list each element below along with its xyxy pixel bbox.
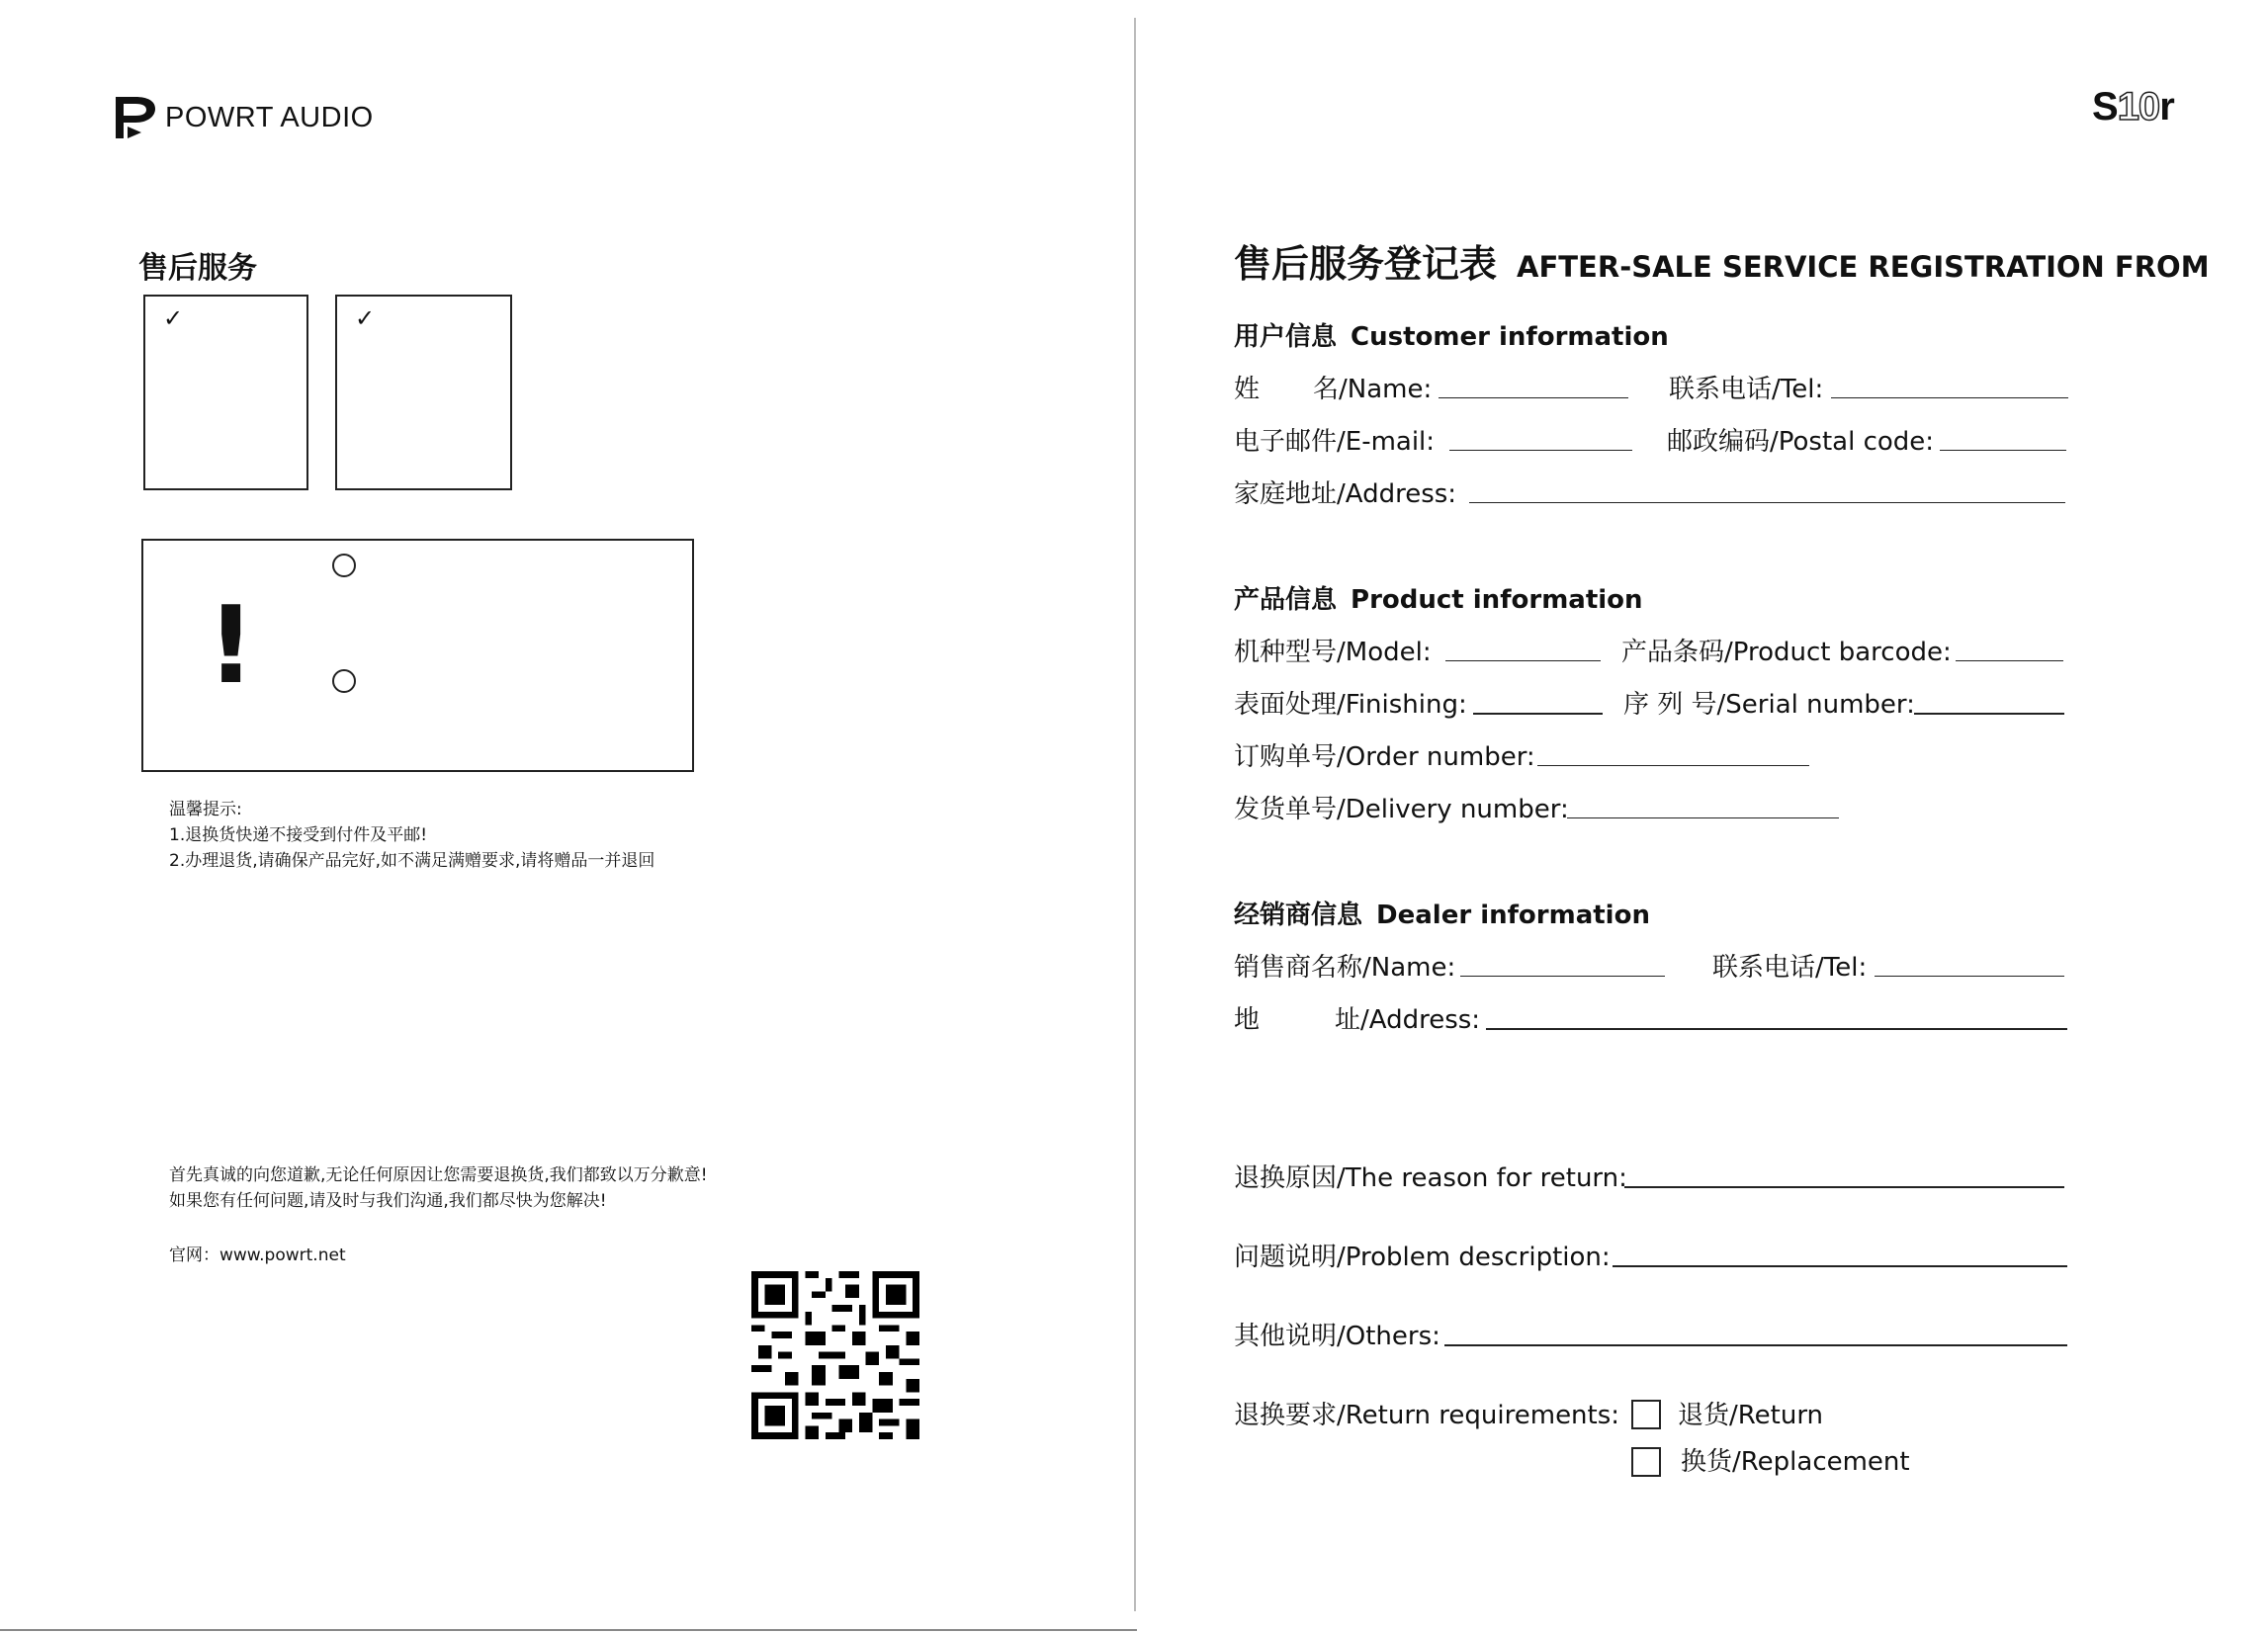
email-label: 电子邮件/E-mail: [1234, 427, 1436, 457]
form-title-en: AFTER-SALE SERVICE REGISTRATION FROM [1517, 250, 2210, 284]
others-field[interactable] [1444, 1344, 2067, 1346]
tel-field[interactable] [1831, 397, 2068, 398]
model-logo [2092, 85, 2174, 129]
name-label: 名/Name: [1313, 375, 1433, 404]
customer-section-heading [1234, 316, 1669, 353]
bottom-rule [0, 1629, 1137, 1631]
model-logo-suffix: r [2159, 85, 2174, 129]
apology-line: 如果您有任何问题,请及时与我们沟通,我们都尽快为您解决! [169, 1191, 607, 1211]
apology-block [169, 1162, 708, 1214]
name-field[interactable] [1439, 397, 1628, 398]
return-requirements-label: 退换要求/Return requirements: [1234, 1401, 1620, 1430]
dealer-section-heading [1234, 895, 1650, 931]
barcode-field[interactable] [1956, 660, 2063, 661]
others-label: 其他说明/Others: [1234, 1322, 1440, 1351]
section-heading-zh: 用户信息 [1234, 322, 1338, 352]
address-label: 家庭地址/Address: [1234, 479, 1457, 509]
dealer-address-field[interactable] [1486, 1028, 2067, 1030]
finishing-field[interactable] [1473, 713, 1603, 715]
form-title-zh: 售后服务登记表 [1234, 242, 1498, 286]
delivery-number-label: 发货单号/Delivery number: [1234, 795, 1569, 824]
model-field[interactable] [1445, 660, 1601, 661]
replacement-checkbox[interactable] [1631, 1447, 1661, 1477]
finishing-label: 表面处理/Finishing: [1234, 690, 1467, 720]
tel-label: 联系电话/Tel: [1669, 375, 1824, 404]
apology-line: 首先真诚的向您道歉,无论任何原因让您需要退换货,我们都致以万分歉意! [169, 1165, 708, 1185]
exclamation-icon: ! [207, 584, 256, 708]
dealer-address-label-part: 地 [1234, 1005, 1261, 1035]
delivery-number-field[interactable] [1567, 817, 1839, 818]
email-field[interactable] [1449, 450, 1632, 451]
form-title [1234, 233, 2210, 288]
section-heading-zh: 经销商信息 [1234, 901, 1363, 930]
return-option-label: 退货/Return [1678, 1401, 1824, 1430]
model-label: 机种型号/Model: [1234, 638, 1432, 667]
brand-logo [112, 93, 374, 142]
dealer-address-label: 址/Address: [1335, 1005, 1481, 1035]
serial-number-label: 序 列 号/Serial number: [1623, 690, 1915, 720]
return-reason-label: 退换原因/The reason for return: [1234, 1163, 1627, 1193]
page-divider [1134, 18, 1136, 1611]
dealer-tel-field[interactable] [1875, 976, 2064, 977]
check-mark-icon: ✓ [163, 304, 184, 332]
section-heading-en: Product information [1351, 585, 1643, 615]
problem-description-field[interactable] [1613, 1265, 2067, 1267]
postal-code-label: 邮政编码/Postal code: [1667, 427, 1935, 457]
radio-option-2[interactable] [332, 669, 356, 693]
product-section-heading [1234, 579, 1643, 616]
section-heading-en: Customer information [1351, 322, 1669, 352]
serial-number-field[interactable] [1914, 713, 2064, 715]
service-box-2 [335, 295, 512, 490]
tips-heading: 温馨提示: [169, 800, 242, 819]
dealer-tel-label: 联系电话/Tel: [1712, 953, 1868, 983]
order-number-label: 订购单号/Order number: [1234, 742, 1535, 772]
address-field[interactable] [1469, 502, 2065, 503]
service-title: 售后服务 [138, 251, 257, 286]
return-reason-field[interactable] [1624, 1186, 2064, 1188]
barcode-label: 产品条码/Product barcode: [1621, 638, 1952, 667]
powrt-logo-icon [112, 93, 159, 142]
dealer-name-label: 销售商名称/Name: [1234, 953, 1456, 983]
check-mark-icon: ✓ [355, 304, 376, 332]
dealer-name-field[interactable] [1460, 976, 1665, 977]
replacement-option-label: 换货/Replacement [1681, 1447, 1910, 1477]
service-box-1 [143, 295, 308, 490]
tips-block [169, 797, 654, 874]
qr-code-icon [751, 1271, 919, 1439]
section-heading-en: Dealer information [1376, 901, 1650, 930]
postal-code-field[interactable] [1940, 450, 2066, 451]
model-logo-number: 10 [2117, 85, 2160, 129]
tip-item: 1.退换货快递不接受到付件及平邮! [169, 825, 428, 845]
tip-item: 2.办理退货,请确保产品完好,如不满足满赠要求,请将赠品一并退回 [169, 851, 655, 871]
brand-name: POWRT AUDIO [165, 101, 374, 133]
website-text: 官网：www.powrt.net [169, 1246, 346, 1265]
name-label-part: 姓 [1234, 375, 1261, 404]
problem-description-label: 问题说明/Problem description: [1234, 1243, 1611, 1272]
order-number-field[interactable] [1537, 765, 1809, 766]
model-logo-prefix: S [2092, 85, 2118, 129]
radio-option-1[interactable] [332, 554, 356, 577]
return-checkbox[interactable] [1631, 1400, 1661, 1429]
section-heading-zh: 产品信息 [1234, 585, 1338, 615]
